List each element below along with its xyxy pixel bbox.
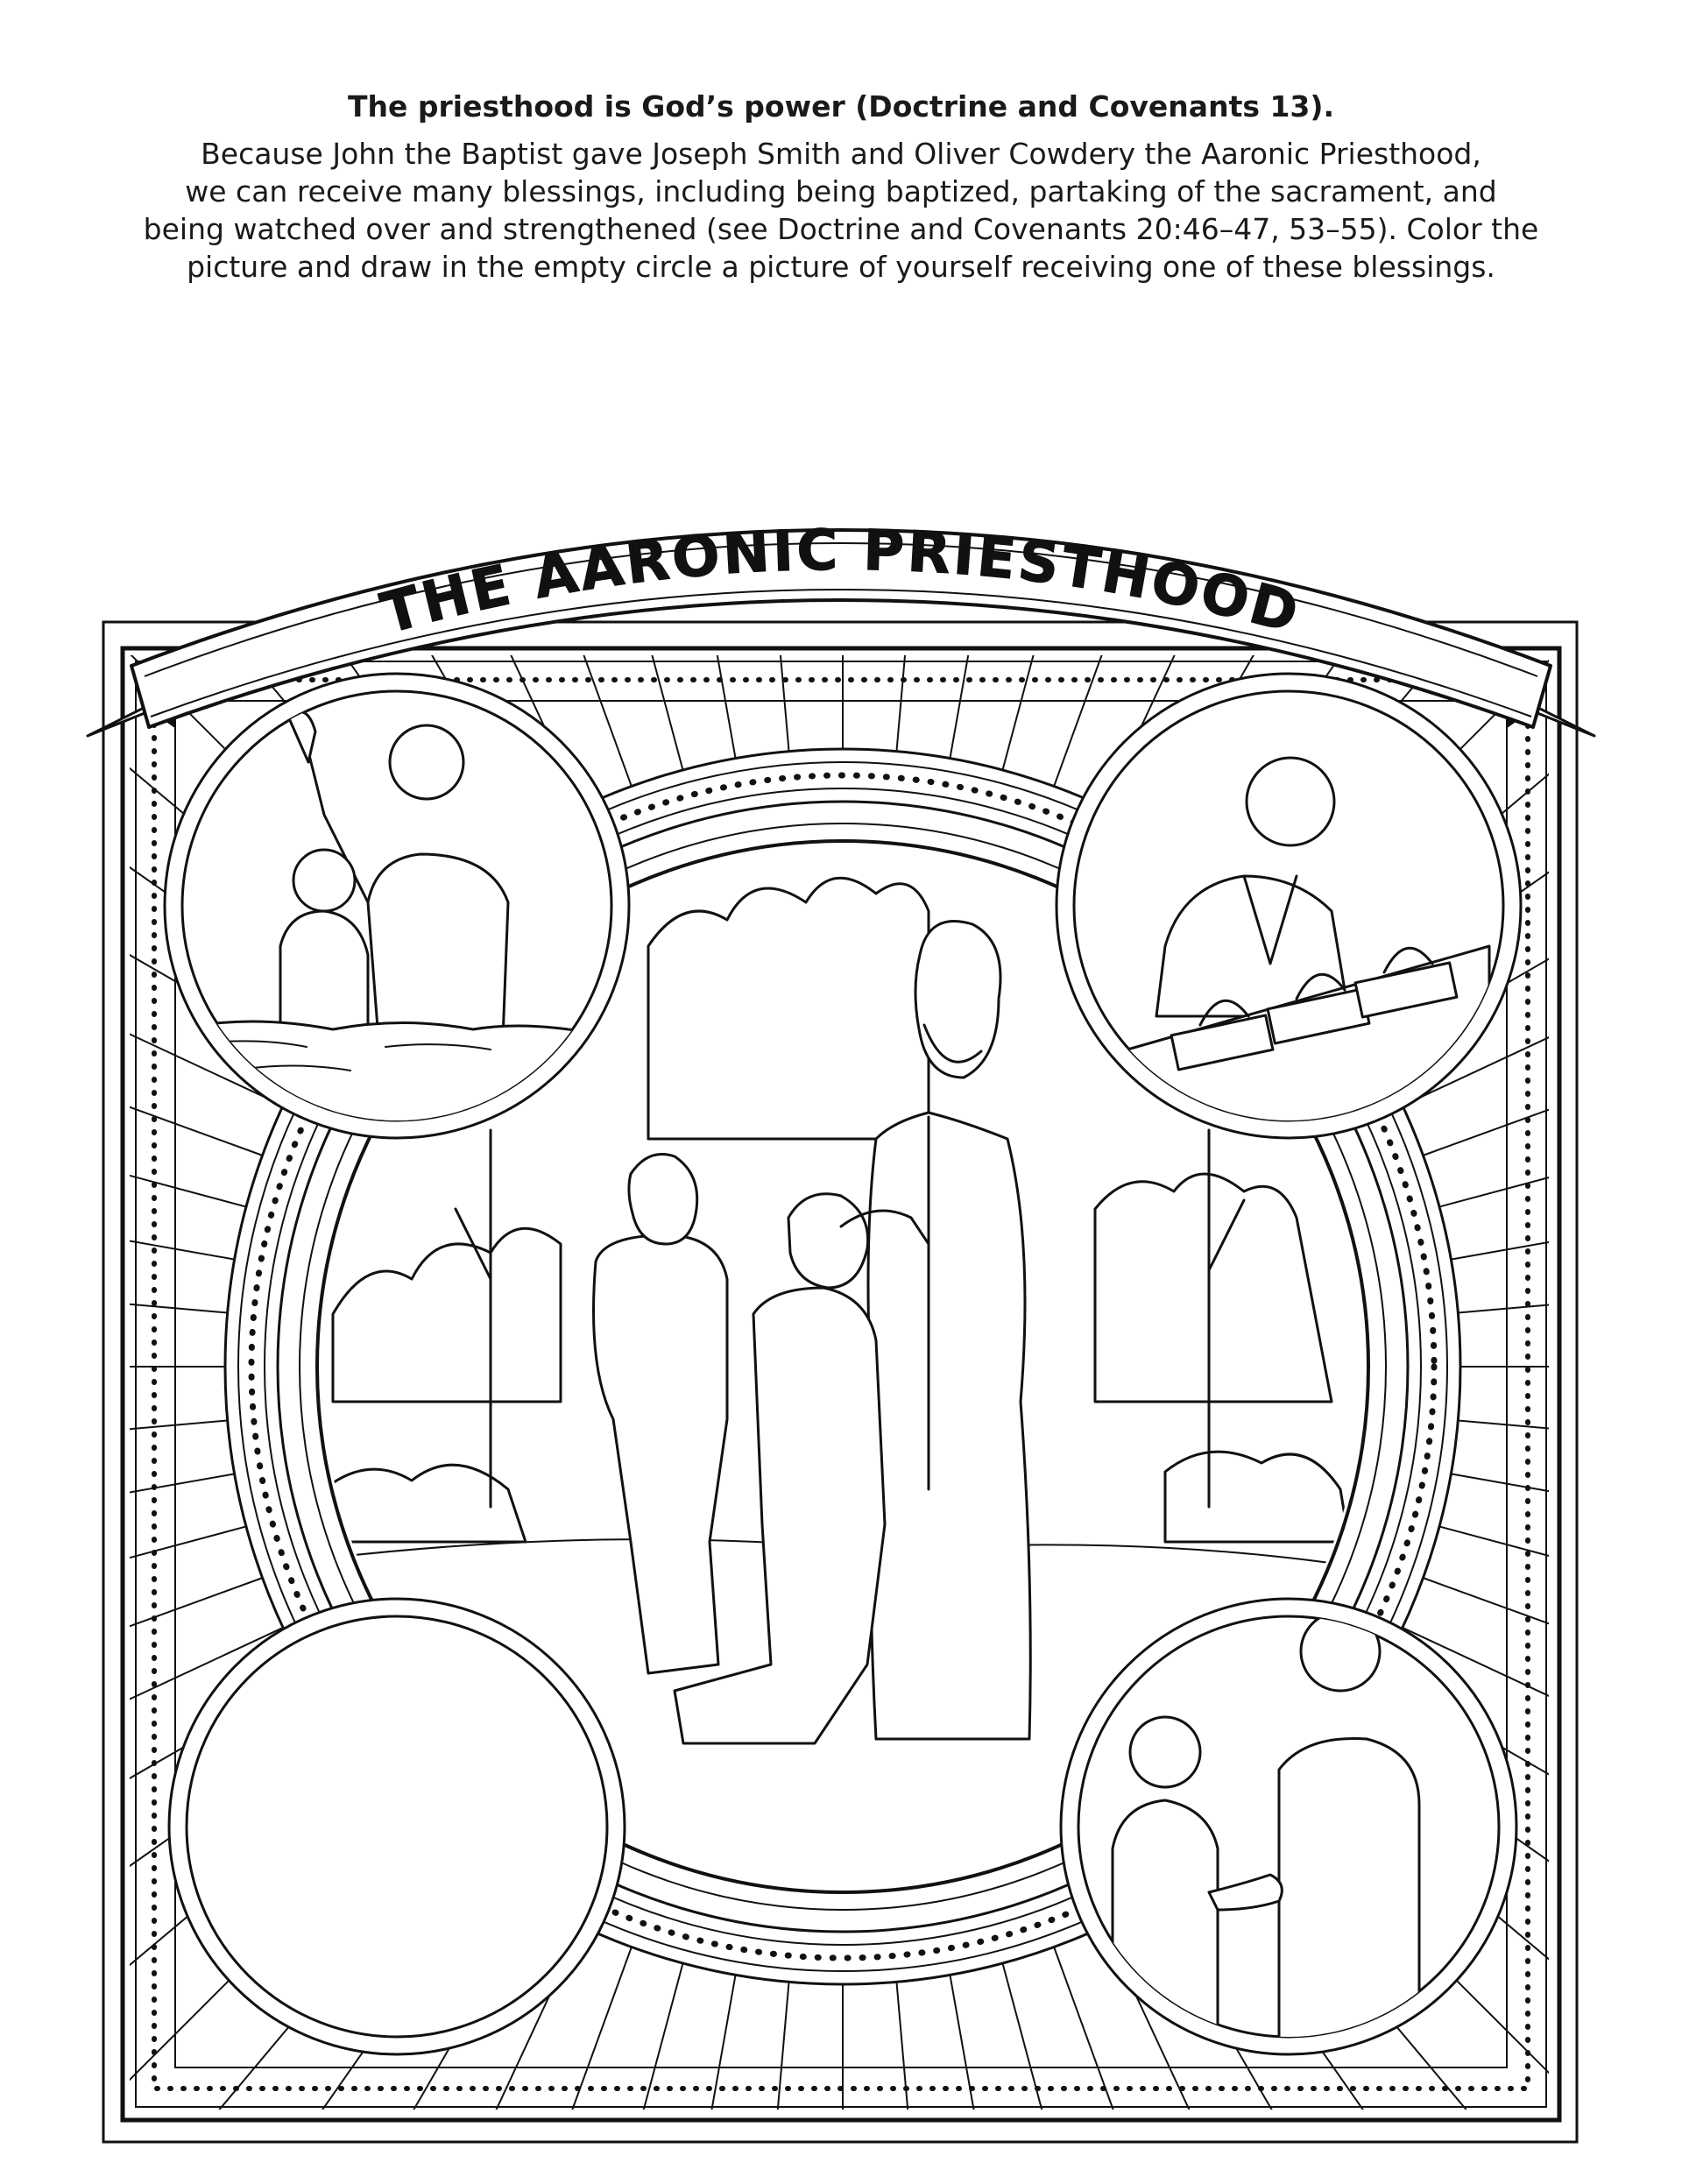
sunburst-ray (1458, 1260, 1682, 1313)
sunburst-ray (630, 1975, 736, 2184)
instructions-text (0, 135, 1682, 286)
coloring-illustration (0, 491, 1682, 2184)
instructions-line: being watched over and strengthened (see Doctrine and Covenants 20:46–47, 53–55). Color the (143, 212, 1539, 246)
sunburst-ray (1458, 1420, 1682, 1474)
sunburst-ray (896, 1982, 950, 2184)
banner-title-path: THE AARONIC PRIESTHOOD (374, 518, 1308, 647)
sunburst-ray (950, 1975, 1056, 2184)
sunburst-ray (736, 1982, 789, 2184)
page-heading: The priesthood is God’s power (Doctrine and Covenants 13). (347, 89, 1335, 124)
sunburst-ray (1451, 1154, 1682, 1260)
instructions-line: picture and draw in the empty circle a picture of yourself receiving one of these blessings. (187, 250, 1495, 284)
sunburst-ray (0, 1474, 235, 1580)
sunburst-ray (0, 1154, 235, 1260)
instructions-line: Because John the Baptist gave Joseph Smith and Oliver Cowdery the Aaronic Priesthood, (201, 137, 1481, 171)
sunburst-ray (0, 1260, 228, 1313)
instructions-line: we can receive many blessings, including being baptized, partaking of the sacrament, and (185, 174, 1497, 209)
empty-drawing-circle[interactable] (169, 1599, 625, 2054)
page-header (0, 88, 1682, 286)
sunburst-ray (0, 1420, 228, 1474)
sunburst-ray (1451, 1474, 1682, 1580)
